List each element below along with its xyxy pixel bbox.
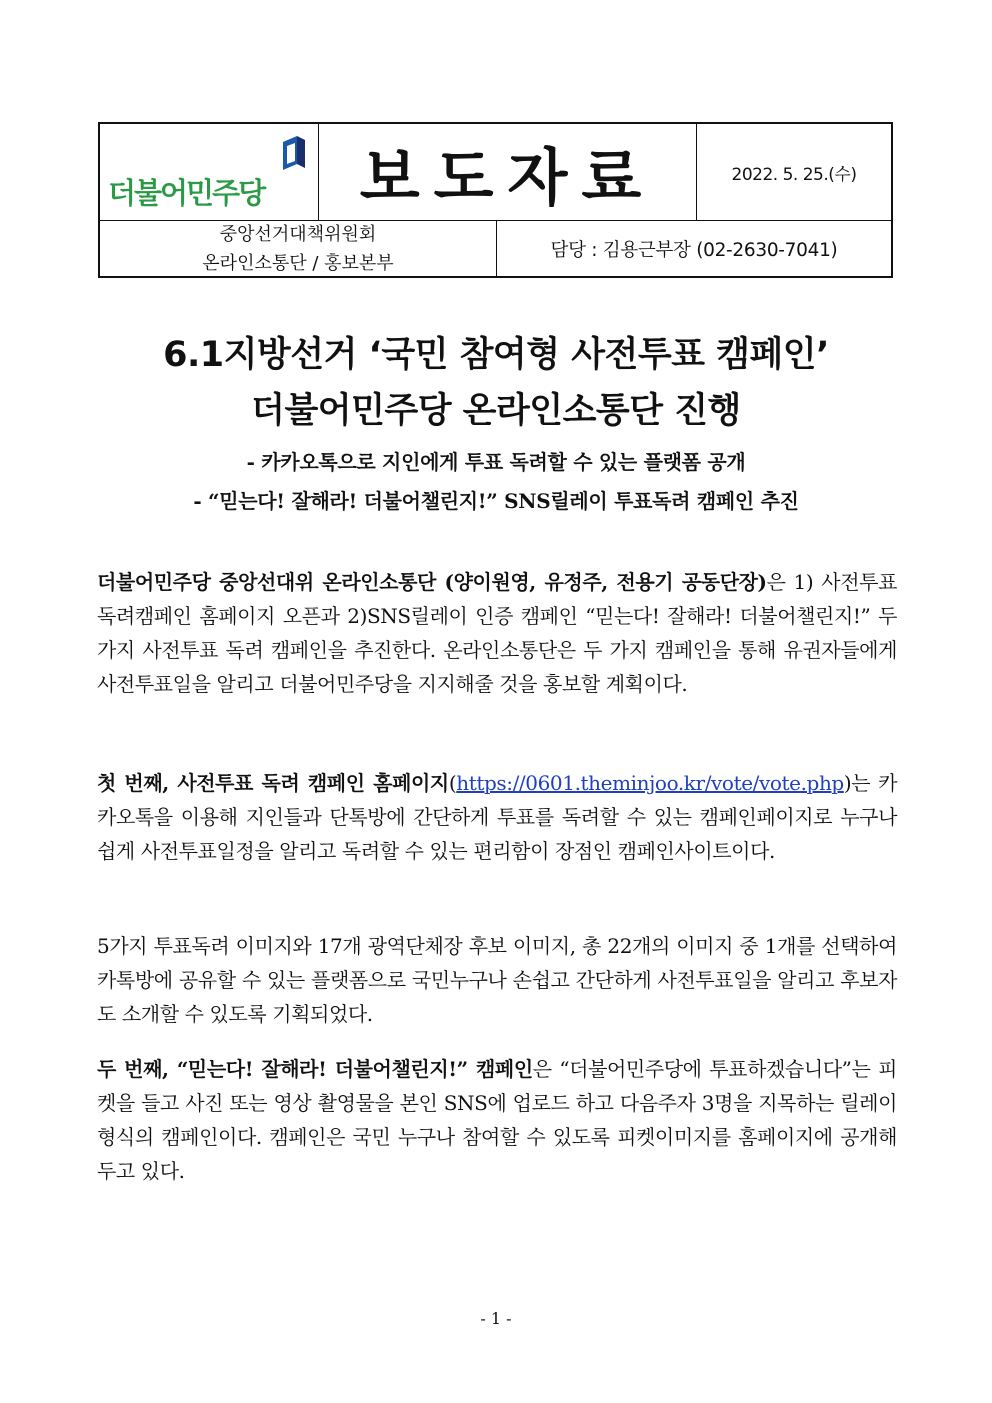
paragraph-1-lead: 더불어민주당 중앙선대위 온라인소통단 (양이원영, 유정주, 전용기 공동단장) — [97, 570, 767, 594]
paragraph-4-lead: 두 번째, “믿는다! 잘해라! 더불어챌린지!” 캠페인 — [97, 1057, 533, 1081]
body-paragraph-4 — [97, 1052, 897, 1188]
organization-line-1: 중앙선거대책위원회 — [219, 223, 377, 245]
subheadline-1: - 카카오톡으로 지인에게 투표 독려할 수 있는 플랫폼 공개 — [246, 450, 746, 474]
body-paragraph-2 — [97, 766, 897, 868]
paragraph-2-paren: ( — [448, 771, 457, 795]
body-paragraph-3 — [97, 929, 897, 1031]
party-logo-text: 더불어민주당 — [108, 176, 265, 210]
organization-line-2: 온라인소통단 / 홍보본부 — [202, 252, 394, 274]
header-top-row — [100, 124, 891, 221]
paragraph-2-lead: 첫 번째, 사전투표 독려 캠페인 홈페이지 — [97, 771, 449, 795]
party-logo — [100, 124, 319, 220]
subheadline-2: - “믿는다! 잘해라! 더불어챌린지!” SNS릴레이 투표독려 캠페인 추진 — [193, 489, 799, 513]
contact-info: 담당 : 김용근부장 (02-2630-7041) — [550, 239, 838, 261]
press-release-title-cell — [319, 124, 697, 220]
campaign-homepage-link[interactable]: https://0601.theminjoo.kr/vote/vote.php — [456, 771, 844, 795]
header-bottom-row — [100, 221, 891, 276]
headline-line-1: 6.1지방선거 ‘국민 참여형 사전투표 캠페인’ — [163, 335, 829, 375]
paragraph-4-text: 은 “더불어민주당에 투표하겠습니다”는 피켓을 들고 사진 또는 영상 촬영물을 본인 SNS에 업로드 하고 다음주자 3명을 지목하는 릴레이 형식의 캠페인이다. 캠페인은 국민 누구나 참여할 수 있도록 피켓이미지를 홈페이지에 공개해두고 있다. — [97, 1057, 897, 1183]
organization-cell — [100, 221, 497, 276]
release-date: 2022. 5. 25.(수) — [731, 164, 857, 185]
press-header-table — [98, 122, 893, 278]
party-logo-mark-icon — [281, 134, 307, 174]
body-paragraph-1 — [97, 565, 897, 701]
paragraph-2-text: )는 카카오톡을 이용해 지인들과 단톡방에 간단하게 투표를 독려할 수 있는 캠페인페이지로 누구나 쉽게 사전투표일정을 알리고 독려할 수 있는 편리함이 장점인 캠페인사이트이다. — [97, 771, 897, 863]
paragraph-1-text: 은 1) 사전투표독려캠페인 홈페이지 오픈과 2)SNS릴레이 인증 캠페인 “믿는다! 잘해라! 더불어챌린지!” 두 가지 사전투표 독려 캠페인을 추진한다. 온라인소통단은 두 가지 캠페인을 통해 유권자들에게 사전투표일을 알리고 더불어민주당을 지지해줄 것을 홍보할 계획이다. — [97, 570, 897, 696]
press-release-title: 보도자료 — [359, 140, 656, 214]
paragraph-3-text: 5가지 투표독려 이미지와 17개 광역단체장 후보 이미지, 총 22개의 이미지 중 1개를 선택하여 카톡방에 공유할 수 있는 플랫폼으로 국민누구나 손쉽고 간단하게 사전투표일을 알리고 후보자도 소개할 수 있도록 기획되었다. — [97, 934, 897, 1026]
headline-line-2: 더불어민주당 온라인소통단 진행 — [251, 391, 741, 431]
page-number: - 1 - — [480, 1309, 512, 1328]
